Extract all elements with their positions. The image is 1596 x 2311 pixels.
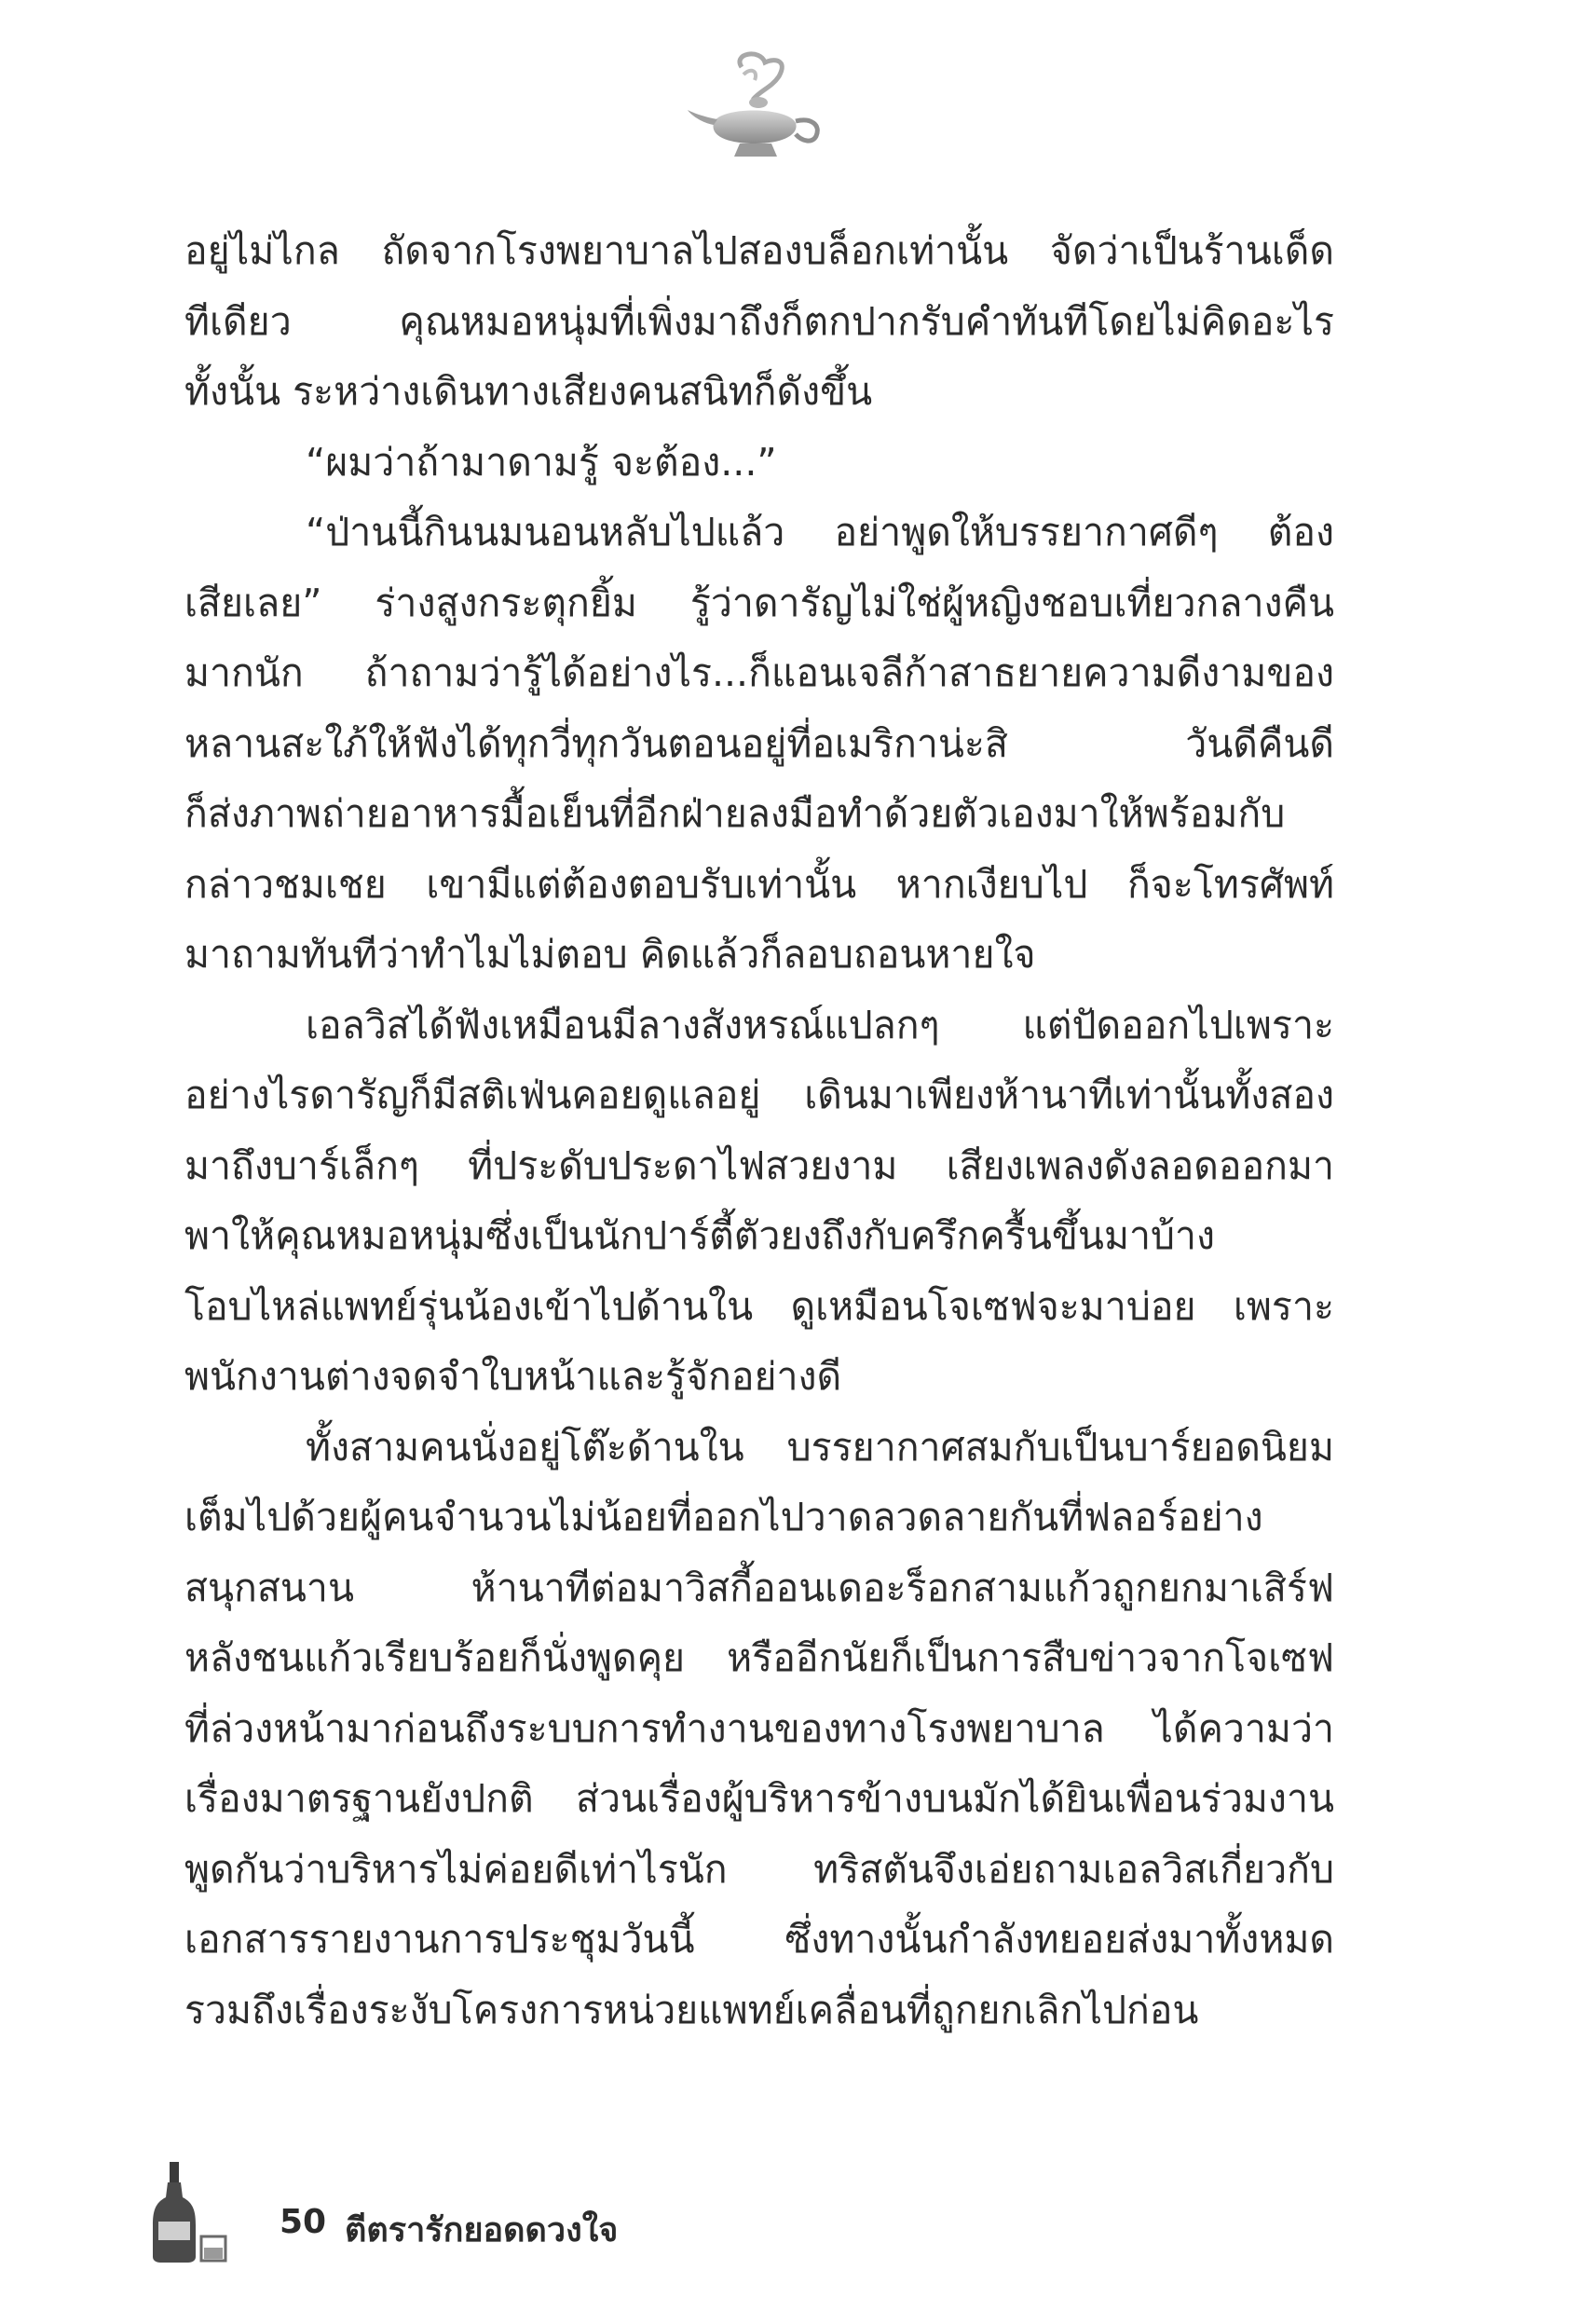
body-text: [184, 216, 1334, 2045]
text-line: “ผมว่าถ้ามาดามรู้ จะต้อง...”: [306, 439, 777, 485]
text-line: กล่าวชมเชย เขามีแต่ต้องตอบรับเท่านั้น หากเงียบไป ก็จะโทรศัพท์: [184, 861, 1334, 907]
book-title: ตีตรารักยอดดวงใจ: [345, 2211, 619, 2249]
text-line: เอกสารรายงานการประชุมวันนี้ ซึ่งทางนั้นกำลังทยอยส่งมาทั้งหมด: [184, 1917, 1334, 1962]
text-line: รวมถึงเรื่องระงับโครงการหน่วยแพทย์เคลื่อนที่ถูกยกเลิกไปก่อน: [184, 1987, 1199, 2032]
text-line: ทีเดียว คุณหมอหนุ่มที่เพิ่งมาถึงก็ตกปากรับคำทันทีโดยไม่คิดอะไร: [184, 298, 1334, 344]
genie-lamp-icon: [686, 48, 825, 170]
text-line: พนักงานต่างจดจำใบหน้าและรู้จักอย่างดี: [184, 1354, 842, 1399]
page-footer: [149, 2160, 801, 2263]
text-line: พาให้คุณหมอหนุ่มซึ่งเป็นนักปาร์ตี้ตัวยงถึงกับครึกครื้นขึ้นมาบ้าง: [184, 1213, 1216, 1258]
whisky-bottle-glass-icon: [149, 2160, 242, 2263]
text-line: มาถามทันทีว่าทำไมไม่ตอบ คิดแล้วก็ลอบถอนหายใจ: [184, 932, 1036, 977]
text-line: หลังชนแก้วเรียบร้อยก็นั่งพูดคุย หรืออีกนัยก็เป็นการสืบข่าวจากโจเซฟ: [184, 1635, 1334, 1680]
text-line: หลานสะใภ้ให้ฟังได้ทุกวี่ทุกวันตอนอยู่ที่อเมริกาน่ะสิ วันดีคืนดี: [184, 720, 1334, 766]
text-line: มาถึงบาร์เล็กๆ ที่ประดับประดาไฟสวยงาม เสียงเพลงดังลอดออกมา: [184, 1142, 1334, 1188]
paragraph: [184, 991, 1334, 1413]
text-line: พูดกันว่าบริหารไม่ค่อยดีเท่าไรนัก ทริสตันจึงเอ่ยถามเอลวิสเกี่ยวกับ: [184, 1846, 1334, 1892]
text-line: ทั้งนั้น ระหว่างเดินทางเสียงคนสนิทก็ดังขึ้น: [184, 369, 873, 414]
paragraph: [184, 216, 1334, 428]
text-line: เต็มไปด้วยผู้คนจำนวนไม่น้อยที่ออกไปวาดลวดลายกันที่ฟลอร์อย่าง: [184, 1495, 1263, 1539]
text-line: ก็ส่งภาพถ่ายอาหารมื้อเย็นที่อีกฝ่ายลงมือทำด้วยตัวเองมาให้พร้อมกับ: [184, 791, 1286, 836]
text-line: เอลวิสได้ฟังเหมือนมีลางสังหรณ์แปลกๆ แต่ปัดออกไปเพราะ: [306, 1002, 1334, 1047]
text-line: เรื่องมาตรฐานยังปกติ ส่วนเรื่องผู้บริหารข้างบนมักได้ยินเพื่อนร่วมงาน: [184, 1776, 1334, 1821]
text-line: อย่างไรดารัญก็มีสติเฟ่นคอยดูแลอยู่ เดินมาเพียงห้านาทีเท่านั้นทั้งสอง: [184, 1073, 1334, 1117]
paragraph: [184, 428, 1334, 499]
page-number: 50: [280, 2203, 327, 2241]
text-line: “ป่านนี้กินนมนอนหลับไปแล้ว อย่าพูดให้บรรยากาศดีๆ ต้อง: [306, 510, 1334, 554]
text-line: ทั้งสามคนนั่งอยู่โต๊ะด้านใน บรรยากาศสมกับเป็นบาร์ยอดนิยม: [306, 1424, 1334, 1470]
text-line: โอบไหล่แพทย์รุ่นน้องเข้าไปด้านใน ดูเหมือนโจเซฟจะมาบ่อย เพราะ: [184, 1283, 1334, 1329]
paragraph: [184, 1413, 1334, 2046]
paragraph: [184, 498, 1334, 991]
text-line: อยู่ไม่ไกล ถัดจากโรงพยาบาลไปสองบล็อกเท่านั้น จัดว่าเป็นร้านเด็ด: [184, 228, 1334, 273]
text-line: ที่ล่วงหน้ามาก่อนถึงระบบการทำงานของทางโรงพยาบาล ได้ความว่า: [184, 1705, 1334, 1751]
text-line: สนุกสนาน ห้านาทีต่อมาวิสกี้ออนเดอะร็อกสามแก้วถูกยกมาเสิร์ฟ: [184, 1565, 1334, 1610]
text-line: เสียเลย” ร่างสูงกระตุกยิ้ม รู้ว่าดารัญไม่ใช่ผู้หญิงชอบเที่ยวกลางคืน: [184, 580, 1334, 625]
text-line: มากนัก ถ้าถามว่ารู้ได้อย่างไร...ก็แอนเจลีก้าสาธยายความดีงามของ: [184, 650, 1334, 695]
